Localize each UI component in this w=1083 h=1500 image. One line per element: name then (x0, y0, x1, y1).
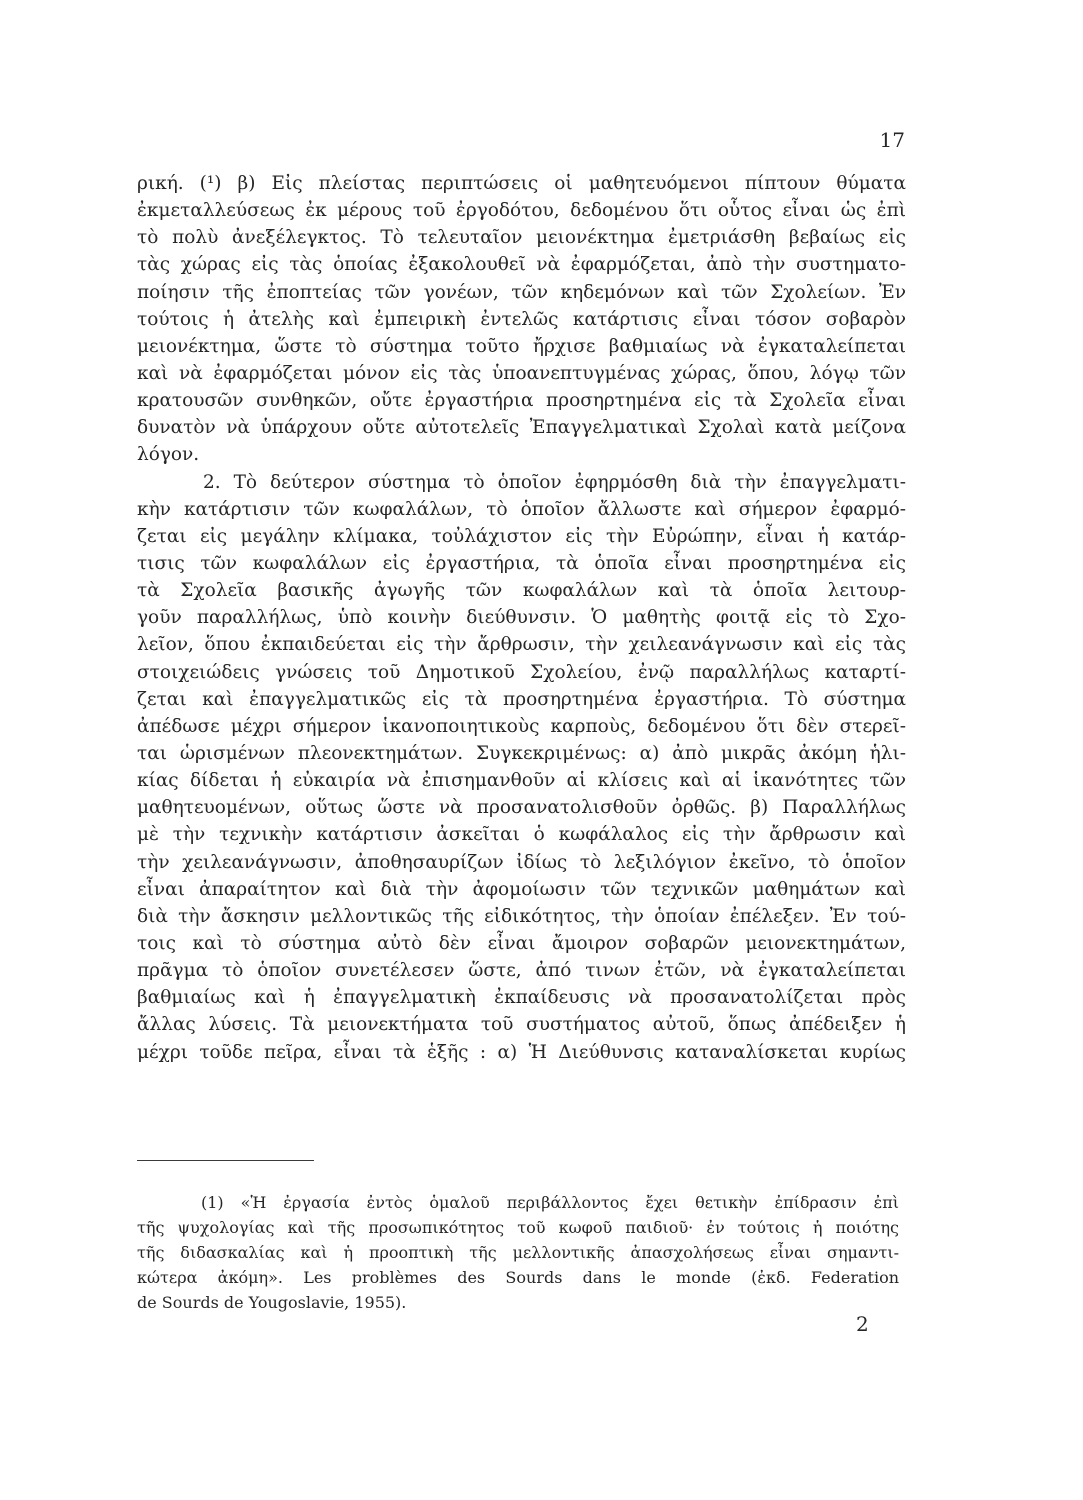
text-line: τούτοις ἡ ἀτελὴς καὶ ἐμπειρικὴ ἐντελῶς κατάρτισις εἶναι τόσον σοβαρὸν (137, 308, 906, 330)
text-line: μὲ τὴν τεχνικὴν κατάρτισιν ἀσκεῖται ὁ κωφάλαλος εἰς τὴν ἄρθρωσιν καὶ (137, 824, 906, 846)
footnote (137, 1190, 899, 1315)
body-text (137, 170, 906, 1066)
text-line: κίας δίδεται ἡ εὐκαιρία νὰ ἐπισημανθοῦν αἱ κλίσεις καὶ αἱ ἱκανότητες τῶν (137, 770, 906, 792)
text-line: τοις καὶ τὸ σύστημα αὐτὸ δὲν εἶναι ἄμοιρον σοβαρῶν μειονεκτημάτων, (137, 932, 906, 954)
text-line: τὰς χώρας εἰς τὰς ὁποίας ἐξακολουθεῖ νὰ ἐφαρμόζεται, ἀπὸ τὴν συστηματο- (137, 254, 906, 276)
text-line: τὴν χειλεανάγνωσιν, ἀποθησαυρίζων ἰδίως τὸ λεξιλόγιον ἐκεῖνο, τὸ ὁποῖον (137, 851, 906, 873)
text-line: διὰ τὴν ἄσκησιν μελλοντικῶς τῆς εἰδικότητος, τὴν ὁποίαν ἐπέλεξεν. Ἐν τού- (137, 905, 906, 927)
text-line: τὸ πολὺ ἀνεξέλεγκτος. Τὸ τελευταῖον μειονέκτημα ἐμετριάσθη βεβαίως εἰς (137, 227, 906, 249)
text-line: ποίησιν τῆς ἐποπτείας τῶν γονέων, τῶν κηδεμόνων καὶ τῶν Σχολείων. Ἐν (137, 281, 906, 303)
text-line: ρική. (¹) β) Εἰς πλείστας περιπτώσεις οἱ μαθητευόμενοι πίπτουν θύματα (137, 173, 906, 194)
text-line: μειονέκτημα, ὥστε τὸ σύστημα τοῦτο ἤρχισε βαθμιαίως νὰ ἐγκαταλείπεται (137, 335, 906, 357)
text-line: ἐκμεταλλεύσεως ἐκ μέρους τοῦ ἐργοδότου, δεδομένου ὅτι οὗτος εἶναι ὡς ἐπὶ (137, 200, 906, 222)
text-line: πρᾶγμα τὸ ὁποῖον συνετέλεσεν ὥστε, ἀπό τινων ἐτῶν, νὰ ἐγκαταλείπεται (137, 960, 906, 982)
text-line: καὶ νὰ ἐφαρμόζεται μόνον εἰς τὰς ὑποανεπτυγμένας χώρας, ὅπου, λόγῳ τῶν (137, 362, 906, 384)
text-line: λεῖον, ὅπου ἐκπαιδεύεται εἰς τὴν ἄρθρωσιν, τὴν χειλεανάγνωσιν καὶ εἰς τὰς (137, 634, 906, 656)
text-line: κὴν κατάρτισιν τῶν κωφαλάλων, τὸ ὁποῖον ἄλλωστε καὶ σήμερον ἐφαρμό- (137, 498, 906, 520)
text-line: μαθητευομένων, οὕτως ὥστε νὰ προσανατολισθοῦν ὀρθῶς. β) Παραλλήλως (137, 797, 906, 819)
text-line: κρατουσῶν συνθηκῶν, οὔτε ἐργαστήρια προσηρτημένα εἰς τὰ Σχολεῖα εἶναι (137, 390, 906, 412)
text-line: βαθμιαίως καὶ ἡ ἐπαγγελματικὴ ἐκπαίδευσις νὰ προσανατολίζεται πρὸς (137, 987, 906, 1009)
text-line: τὰ Σχολεῖα βασικῆς ἀγωγῆς τῶν κωφαλάλων καὶ τὰ ὁποῖα λειτουρ- (137, 580, 906, 602)
text-line: εἶναι ἀπαραίτητον καὶ διὰ τὴν ἀφομοίωσιν τῶν τεχνικῶν μαθημάτων καὶ (137, 878, 906, 900)
text-line: ἀπέδωσε μέχρι σήμερον ἱκανοποιητικοὺς καρποὺς, δεδομένου ὅτι δὲν στερεῖ- (137, 715, 906, 737)
page-number: 17 (879, 128, 905, 152)
footnote-rule (137, 1160, 314, 1161)
footnote-line: de Sourds de Yougoslavie, 1955). (137, 1293, 407, 1312)
footnote-line: (1) «Ἡ ἐργασία ἐντὸς ὁμαλοῦ περιβάλλοντος ἔχει θετικὴν ἐπίδρασιν ἐπὶ (201, 1193, 899, 1212)
footnote-line: τῆς διδασκαλίας καὶ ἡ προοπτικὴ τῆς μελλοντικῆς ἀπασχολήσεως εἶναι σημαντι- (137, 1243, 899, 1262)
text-line: ἄλλας λύσεις. Τὰ μειονεκτήματα τοῦ συστήματος αὐτοῦ, ὅπως ἀπέδειξεν ἡ (137, 1014, 906, 1036)
text-line: στοιχειώδεις γνώσεις τοῦ Δημοτικοῦ Σχολείου, ἐνῷ παραλλήλως καταρτί- (137, 661, 906, 683)
text-line: λόγον. (137, 444, 200, 466)
footnote-line: κώτερα ἀκόμη». Les problèmes des Sourds dans le monde (ἐκδ. Federation (137, 1268, 899, 1287)
text-line: 2. Τὸ δεύτερον σύστημα τὸ ὁποῖον ἐφηρμόσθη διὰ τὴν ἐπαγγελματι- (203, 471, 906, 493)
text-line: ζεται εἰς μεγάλην κλίμακα, τοὐλάχιστον εἰς τὴν Εὐρώπην, εἶναι ἡ κατάρ- (137, 525, 906, 547)
signature-mark: 2 (856, 1312, 869, 1336)
text-line: ται ὡρισμένων πλεονεκτημάτων. Συγκεκριμένως: α) ἀπὸ μικρᾶς ἀκόμη ἡλι- (137, 742, 906, 764)
text-line: μέχρι τοῦδε πεῖρα, εἶναι τὰ ἑξῆς : α) Ἡ Διεύθυνσις καταναλίσκεται κυρίως (137, 1041, 906, 1063)
text-line: ζεται καὶ ἐπαγγελματικῶς εἰς τὰ προσηρτημένα ἐργαστήρια. Τὸ σύστημα (137, 688, 906, 710)
text-line: δυνατὸν νὰ ὑπάρχουν οὔτε αὐτοτελεῖς Ἐπαγγελματικαὶ Σχολαὶ κατὰ μείζονα (137, 417, 906, 439)
text-line: γοῦν παραλλήλως, ὑπὸ κοινὴν διεύθυνσιν. Ὁ μαθητὴς φοιτᾷ εἰς τὸ Σχο- (137, 607, 906, 629)
footnote-line: τῆς ψυχολογίας καὶ τῆς προσωπικότητος τοῦ κωφοῦ παιδιοῦ· ἐν τούτοις ἡ ποιότης (137, 1218, 899, 1237)
text-line: τισις τῶν κωφαλάλων εἰς ἐργαστήρια, τὰ ὁποῖα εἶναι προσηρτημένα εἰς (137, 552, 906, 574)
